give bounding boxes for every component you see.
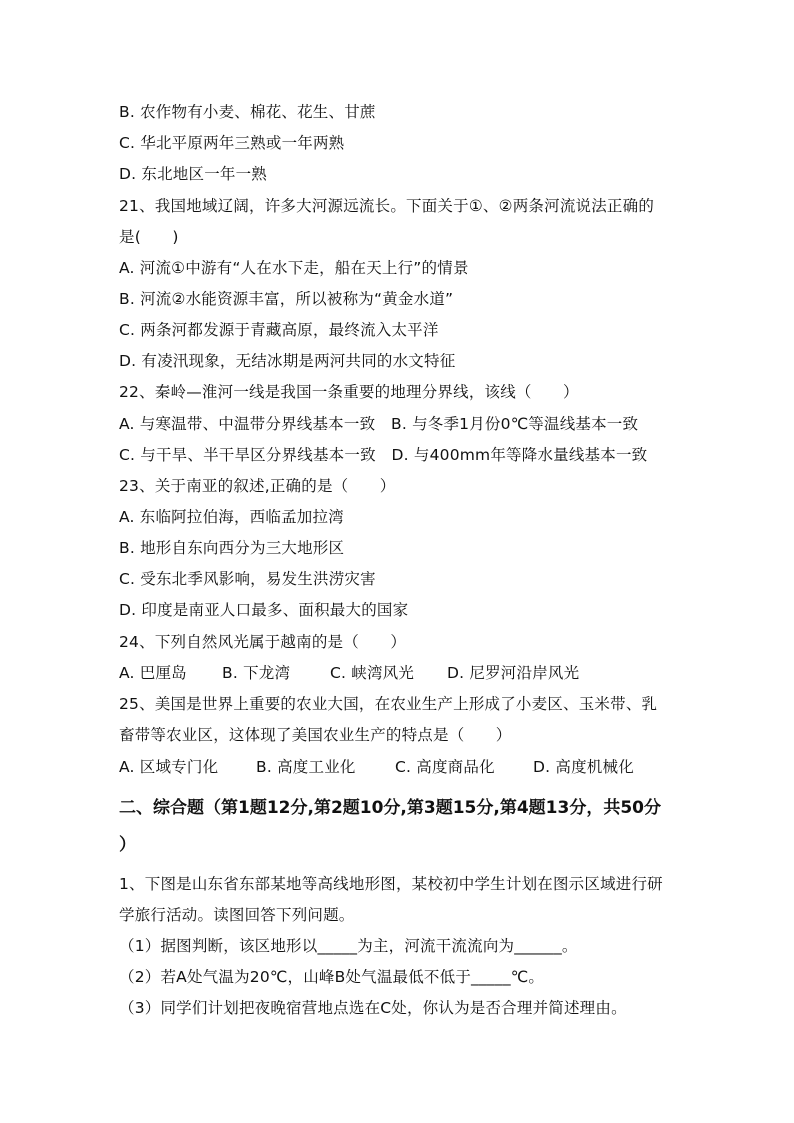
q21-option-d: D. 有凌汛现象，无结冰期是两河共同的水文特征	[119, 352, 456, 370]
q21-option-a: A. 河流①中游有“人在水下走，船在天上行”的情景	[119, 259, 469, 277]
section-2-title-line2: ）	[119, 835, 136, 855]
q25-options	[119, 757, 684, 777]
q25-option-c: C. 高度商品化	[395, 758, 495, 776]
q21-option-c: C. 两条河都发源于青藏高原，最终流入太平洋	[119, 321, 439, 339]
q22-stem: 22、秦岭—淮河一线是我国一条重要的地理分界线，该线（ ）	[119, 383, 579, 401]
comp1-sub3: （3）同学们计划把夜晚宿营地点选在C处，你认为是否合理并简述理由。	[119, 999, 627, 1017]
q22-options-cd: C. 与干旱、半干旱区分界线基本一致 D. 与400mm年等降水量线基本一致	[119, 446, 648, 464]
q25-option-a: A. 区域专门化	[119, 758, 219, 776]
comp1-stem-line1: 1、下图是山东省东部某地等高线地形图，某校初中学生计划在图示区域进行研	[119, 875, 663, 893]
q23-stem: 23、关于南亚的叙述,正确的是（ ）	[119, 477, 396, 495]
q23-option-b: B. 地形自东向西分为三大地形区	[119, 539, 345, 557]
q25-option-b: B. 高度工业化	[256, 758, 356, 776]
comp1-sub1: （1）据图判断，该区地形以_____为主，河流干流流向为______。	[119, 937, 578, 955]
q24-stem: 24、下列自然风光属于越南的是（ ）	[119, 633, 407, 651]
q24-option-d: D. 尼罗河沿岸风光	[447, 664, 580, 682]
q24-option-b: B. 下龙湾	[222, 664, 291, 682]
q23-option-d: D. 印度是南亚人口最多、面积最大的国家	[119, 601, 409, 619]
q25-option-d: D. 高度机械化	[533, 758, 634, 776]
q22-options-ab: A. 与寒温带、中温带分界线基本一致 B. 与冬季1月份0℃等温线基本一致	[119, 415, 639, 433]
q25-stem-line2: 畜带等农业区，这体现了美国农业生产的特点是（ ）	[119, 726, 512, 744]
comp1-sub2: （2）若A处气温为20℃，山峰B处气温最低不低于_____℃。	[119, 968, 545, 986]
q23-option-a: A. 东临阿拉伯海，西临孟加拉湾	[119, 508, 344, 526]
q20-option-d: D. 东北地区一年一熟	[119, 165, 267, 183]
q21-option-b: B. 河流②水能资源丰富，所以被称为“黄金水道”	[119, 290, 454, 308]
q20-option-b: B. 农作物有小麦、棉花、花生、甘蔗	[119, 103, 376, 121]
q25-stem-line1: 25、美国是世界上重要的农业大国，在农业生产上形成了小麦区、玉米带、乳	[119, 695, 658, 713]
q20-option-c: C. 华北平原两年三熟或一年两熟	[119, 134, 345, 152]
comp1-stem-line2: 学旅行活动。读图回答下列问题。	[119, 906, 355, 924]
q23-option-c: C. 受东北季风影响，易发生洪涝灾害	[119, 570, 376, 588]
section-2-title-line1: 二、综合题（第1题12分,第2题10分,第3题15分,第4题13分，共50分	[119, 798, 661, 818]
q24-option-c: C. 峡湾风光	[330, 664, 415, 682]
q21-stem-line1: 21、我国地域辽阔，许多大河源远流长。下面关于①、②两条河流说法正确的	[119, 197, 655, 215]
q24-option-a: A. 巴厘岛	[119, 664, 187, 682]
q24-options	[119, 663, 684, 683]
q21-stem-line2: 是( )	[119, 228, 179, 246]
